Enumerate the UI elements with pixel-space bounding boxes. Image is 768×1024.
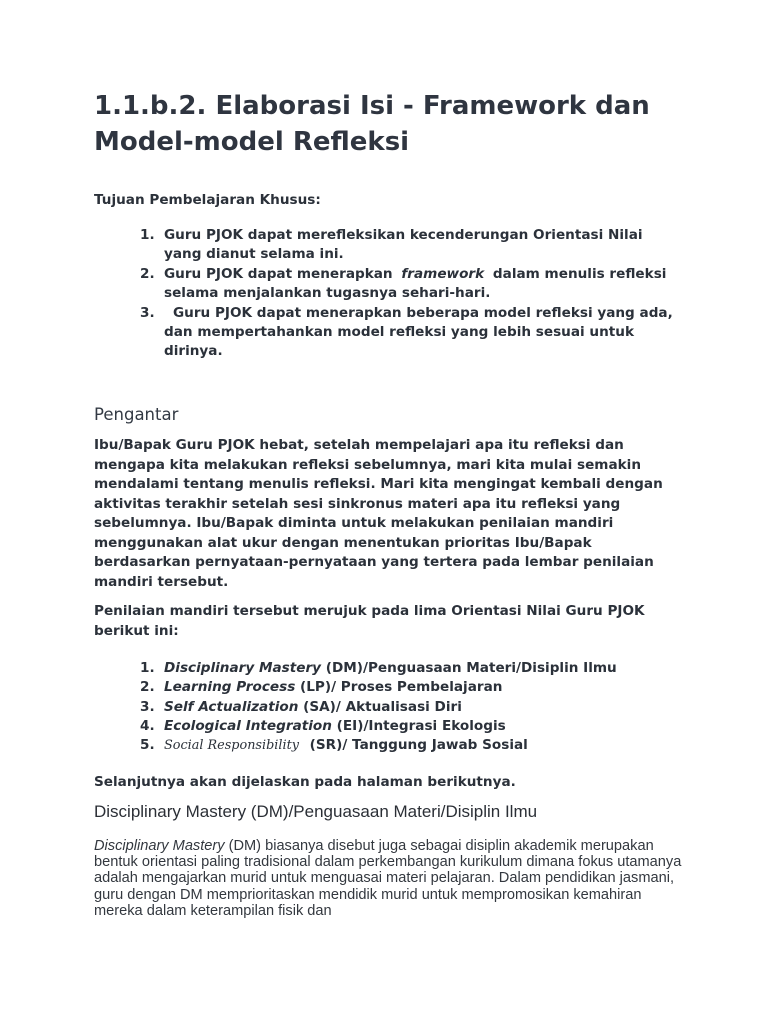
orientation-number: 5. — [140, 737, 155, 754]
orientation-item — [0, 736, 724, 755]
orientation-intro-paragraph: Penilaian mandiri tersebut merujuk pada lima Orientasi Nilai Guru PJOK berikut ini: — [94, 603, 645, 639]
section-heading-disciplinary-mastery: Disciplinary Mastery (DM)/Penguasaan Materi/Disiplin Ilmu — [94, 802, 538, 821]
intro-paragraph: Ibu/Bapak Guru PJOK hebat, setelah mempelajari apa itu refleksi dan mengapa kita melakukan refleksi sebelumnya, mari kita mulai semakin mendalami tentang menulis refleksi. Mari kita mengingat kembali dengan aktivitas terakhir setelah sesi sinkronus materi apa itu refleksi yang sebelumnya. Ibu/Bapak diminta untuk melakukan penilaian mandiri menggunakan alat ukur dengan menentukan prioritas Ibu/Bapak berdasarkan pernyataan-pernyataan yang tertera pada lembar penilaian mandiri tersebut. — [94, 437, 663, 590]
objective-item — [0, 226, 684, 265]
orientation-code: (EI)/Integrasi Ekologis — [331, 717, 506, 734]
orientation-number: 2. — [140, 679, 155, 696]
orientation-name: Learning Process — [164, 679, 296, 696]
objective-text: Guru PJOK dapat menerapkan beberapa model refleksi yang ada, dan mempertahankan model refleksi yang lebih sesuai untuk dirinya. — [164, 304, 673, 360]
orientation-item — [0, 678, 724, 697]
orientation-name: Disciplinary Mastery — [164, 660, 322, 676]
orientation-list — [0, 659, 724, 755]
next-page-note: Selanjutnya akan dijelaskan pada halaman berikutnya. — [94, 774, 516, 790]
dm-term: Disciplinary Mastery — [94, 838, 225, 854]
objective-number: 1. — [140, 227, 155, 243]
orientation-name: Social Responsibility — [164, 738, 299, 754]
objectives-label: Tujuan Pembelajaran Khusus: — [94, 192, 321, 208]
objective-item — [0, 304, 684, 362]
objective-number: 3. — [140, 304, 155, 321]
dm-paragraph — [94, 838, 694, 919]
orientation-number: 3. — [140, 698, 155, 715]
objective-text: Guru PJOK dapat merefleksikan kecenderungan Orientasi Nilai yang dianut selama ini. — [164, 227, 643, 263]
orientation-code: (DM)/Penguasaan Materi/Disiplin Ilmu — [321, 660, 617, 676]
orientation-code: (LP)/ Proses Pembelajaran — [295, 679, 503, 696]
objective-text-post: dalam menulis refleksi selama menjalankan tugasnya sehari-hari. — [164, 265, 667, 302]
orientation-number: 4. — [140, 717, 155, 734]
orientation-name: Self Actualization — [164, 698, 299, 715]
orientation-code: (SR)/ Tanggung Jawab Sosial — [304, 737, 528, 754]
orientation-item — [0, 659, 724, 678]
orientation-number: 1. — [140, 660, 155, 676]
objective-text-pre: Guru PJOK dapat menerapkan — [164, 265, 398, 282]
objectives-list — [0, 226, 684, 362]
orientation-item — [0, 717, 724, 736]
objective-number: 2. — [140, 265, 155, 282]
objective-item — [0, 265, 684, 304]
orientation-item — [0, 698, 724, 717]
objective-text-italic: framework — [401, 265, 485, 282]
section-heading-pengantar: Pengantar — [94, 405, 179, 424]
orientation-code: (SA)/ Aktualisasi Diri — [298, 698, 462, 715]
dm-text: (DM) biasanya disebut juga sebagai disiplin akademik merupakan bentuk orientasi paling tradisional dalam perkembangan kurikulum dimana fokus utamanya adalah mengajarkan murid untuk menguasai materi pelajaran. Dalam pendidikan jasmani, guru dengan DM memprioritaskan mendidik murid untuk mempromosikan kemahiran mereka dalam keterampilan fisik dan — [94, 838, 682, 919]
orientation-name: Ecological Integration — [164, 717, 332, 734]
page-title: 1.1.b.2. Elaborasi Isi - Framework dan Model-model Refleksi — [94, 91, 650, 157]
